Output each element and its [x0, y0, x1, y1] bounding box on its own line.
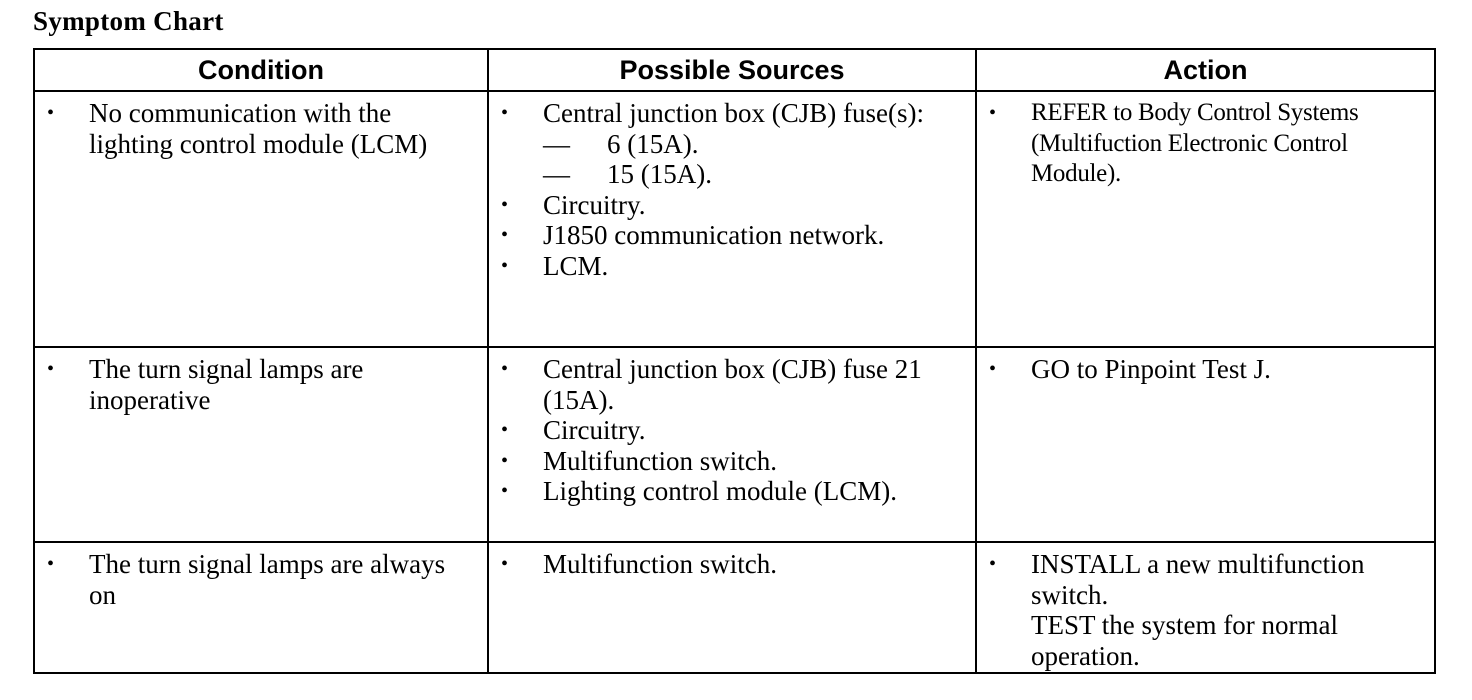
action-text: REFER to Body Control Systems (Multifuction Electronic Control Module).	[1031, 99, 1359, 187]
bullet: •	[501, 358, 509, 380]
header-row	[34, 49, 1435, 91]
dash: —	[543, 128, 570, 159]
dash: —	[543, 159, 570, 189]
bullet: •	[501, 419, 509, 441]
source-text: Circuitry.	[543, 189, 646, 220]
source-text: J1850 communication network.	[543, 220, 885, 250]
bullet: •	[501, 224, 509, 246]
source-text: Circuitry.	[543, 415, 646, 445]
bullet: •	[501, 480, 509, 502]
condition-text: The turn signal lamps are always on	[89, 549, 446, 610]
bullet: •	[47, 102, 55, 124]
action-text: GO to Pinpoint Test J.	[1031, 354, 1271, 384]
table-row	[34, 347, 1435, 542]
bullet: •	[501, 254, 509, 277]
source-text: Lighting control module (LCM).	[543, 476, 897, 506]
action-text: INSTALL a new multifunction switch.	[1031, 549, 1365, 610]
bullet: •	[47, 553, 55, 575]
bullet: •	[501, 193, 509, 216]
sources-cell	[488, 91, 976, 347]
header-possible-sources: Possible Sources	[488, 49, 976, 91]
source-text: LCM.	[543, 250, 609, 281]
page-title: Symptom Chart	[33, 6, 224, 36]
condition-cell	[34, 347, 488, 542]
table-row	[34, 542, 1435, 673]
sources-cell	[488, 347, 976, 542]
source-text: Central junction box (CJB) fuse(s):	[543, 98, 924, 128]
action-cell	[976, 91, 1435, 347]
header-condition: Condition	[34, 49, 488, 91]
bullet: •	[501, 553, 509, 575]
action-cell	[976, 347, 1435, 542]
condition-cell	[34, 91, 488, 347]
condition-text: No communication with the lighting control module (LCM)	[89, 98, 428, 159]
action-text-extra: TEST the system for normal operation.	[1031, 610, 1338, 671]
fuse-text: 15 (15A).	[607, 159, 712, 189]
bullet: •	[47, 358, 55, 380]
table-row	[34, 91, 1435, 347]
bullet: •	[989, 553, 997, 575]
source-text: Multifunction switch.	[543, 549, 777, 579]
sources-cell	[488, 542, 976, 673]
bullet: •	[501, 102, 509, 124]
header-action: Action	[976, 49, 1435, 91]
condition-cell	[34, 542, 488, 673]
source-text: Multifunction switch.	[543, 445, 777, 476]
bullet: •	[989, 358, 997, 380]
source-text: Central junction box (CJB) fuse 21 (15A).	[543, 354, 922, 415]
condition-text: The turn signal lamps are inoperative	[89, 354, 364, 415]
fuse-text: 6 (15A).	[607, 128, 699, 159]
action-cell	[976, 542, 1435, 673]
bullet: •	[989, 102, 997, 124]
bullet: •	[501, 449, 509, 472]
symptom-table	[33, 48, 1436, 674]
